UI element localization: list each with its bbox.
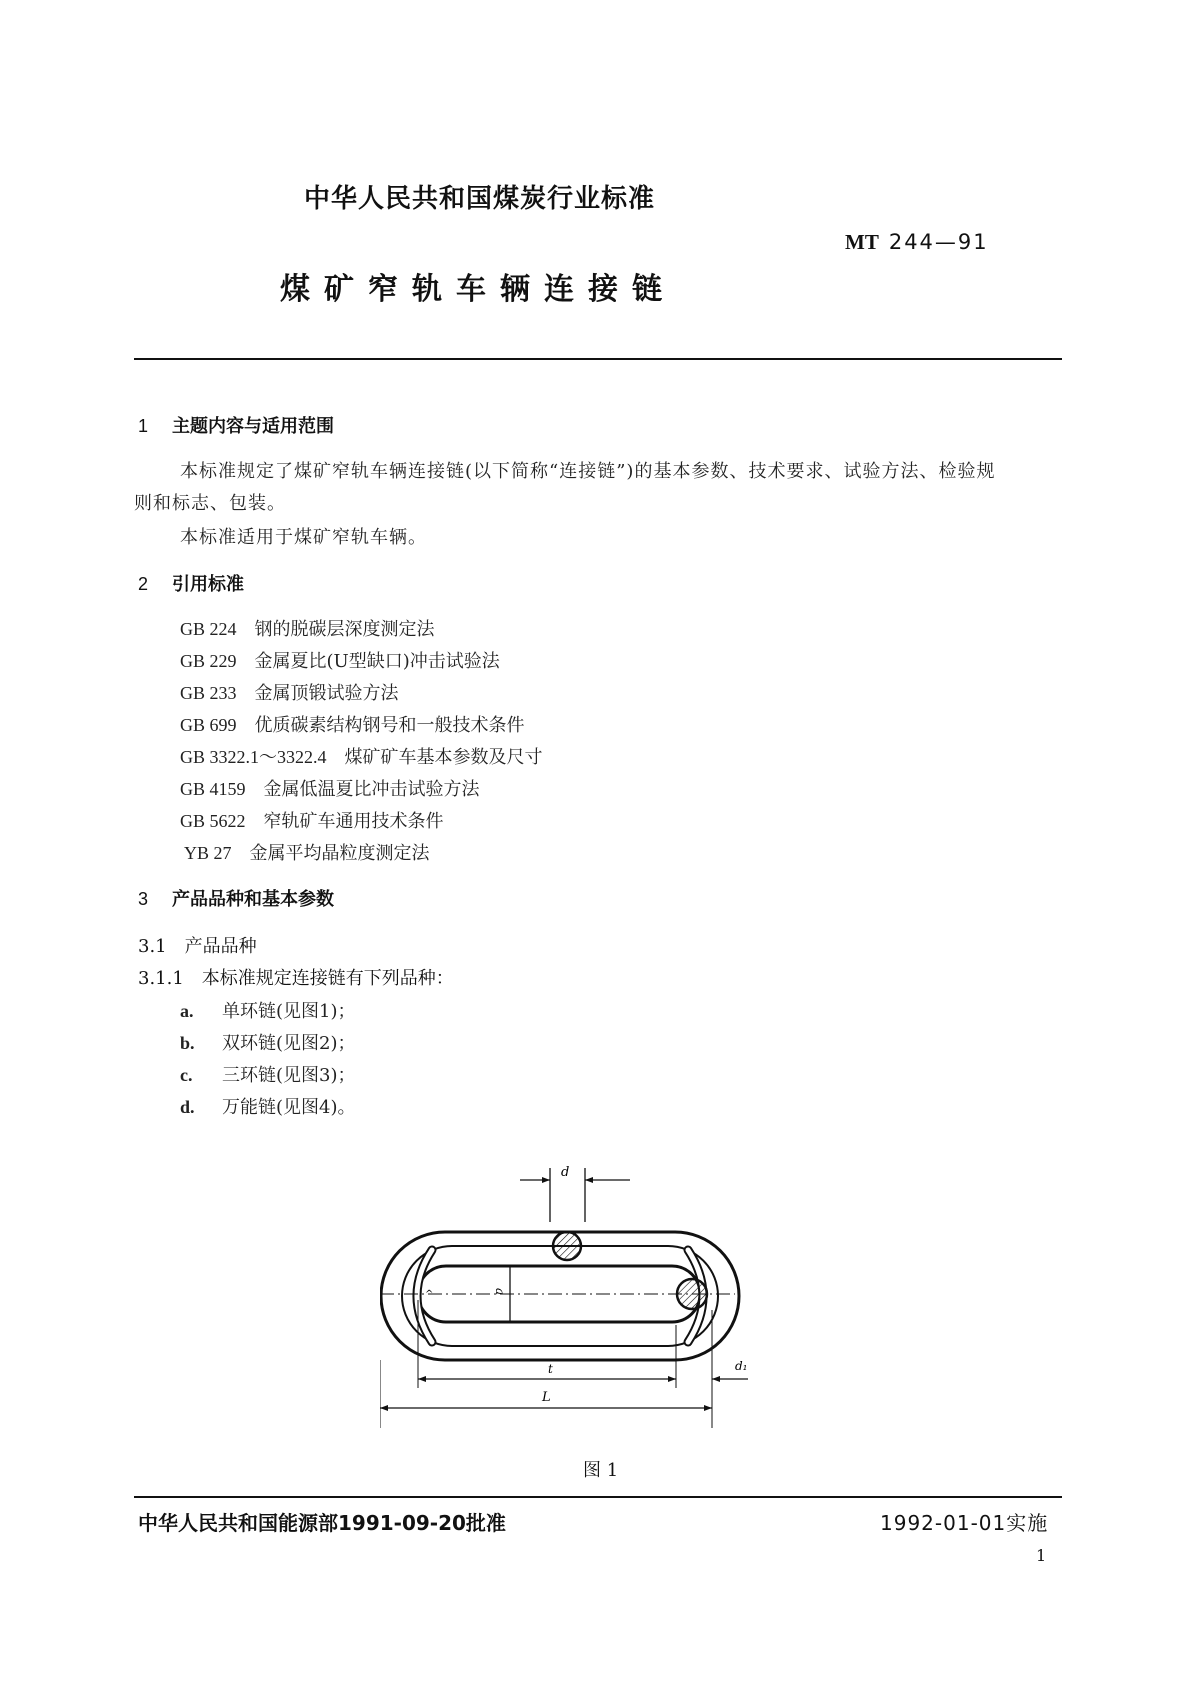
reference-item (180, 775, 480, 801)
reference-item (180, 615, 435, 641)
effective-date: 1992-01-01实施 (880, 1511, 1049, 1535)
list-item (180, 1029, 356, 1055)
section-3-number: 3 (138, 889, 149, 909)
list-item-text: 万能链(见图4)。 (222, 1097, 356, 1118)
page-number: 1 (1036, 1546, 1047, 1565)
list-item-label: d. (180, 1097, 195, 1117)
reference-code: GB 5622 (180, 811, 246, 831)
issuer-title: 中华人民共和国煤炭行业标准 (304, 184, 656, 214)
reference-item (180, 807, 444, 833)
reference-item (180, 647, 500, 673)
standard-code: 244—91 (888, 230, 989, 254)
dimension-d (520, 1165, 630, 1222)
footer-divider (134, 1496, 1062, 1498)
label-a: a (493, 1288, 507, 1296)
reference-code: GB 229 (180, 651, 237, 671)
section-1-paragraph-1-cont: 则和标志、包装。 (134, 493, 286, 514)
figure-caption: 图 1 (583, 1460, 619, 1481)
reference-code: GB 224 (180, 619, 237, 639)
list-item-text: 双环链(见图2)； (222, 1033, 356, 1054)
section-1-title: 主题内容与适用范围 (172, 416, 334, 437)
label-L: L (542, 1390, 551, 1405)
reference-name: 窄轨矿车通用技术条件 (263, 811, 444, 832)
reference-name: 钢的脱碳层深度测定法 (254, 619, 435, 640)
list-item-text: 单环链(见图1)； (222, 1001, 356, 1022)
label-t: t (548, 1362, 553, 1376)
radius-mark: ^ (425, 1289, 434, 1300)
list-item (180, 1093, 356, 1119)
section-1-paragraph-2: 本标准适用于煤矿窄轨车辆。 (180, 527, 427, 548)
section-3-heading (138, 885, 334, 911)
reference-code: GB 3322.1～3322.4 (180, 747, 327, 767)
reference-code: GB 699 (180, 715, 237, 735)
list-item-label: b. (180, 1033, 195, 1053)
subsection-3-1: 3.1 产品品种 (138, 936, 257, 957)
section-2-heading (138, 570, 244, 596)
reference-code: GB 4159 (180, 779, 246, 799)
reference-item (184, 839, 430, 865)
reference-item (180, 711, 525, 737)
section-circle-top (553, 1232, 581, 1260)
section-1-heading (138, 412, 334, 438)
section-2-title: 引用标准 (172, 574, 244, 595)
section-3-title: 产品品种和基本参数 (172, 889, 334, 910)
reference-name: 优质碳素结构钢号和一般技术条件 (254, 715, 525, 736)
list-item-label: a. (180, 1001, 194, 1021)
figure-1-chain-link-drawing (380, 1160, 800, 1442)
reference-name: 金属平均晶粒度测定法 (249, 843, 430, 864)
reference-name: 金属低温夏比冲击试验方法 (263, 779, 480, 800)
standard-prefix: MT (845, 230, 879, 254)
standard-number (845, 230, 989, 255)
list-item (180, 1061, 356, 1087)
reference-code: GB 233 (180, 683, 237, 703)
approval-statement: 中华人民共和国能源部1991-09-20批准 (138, 1511, 506, 1535)
reference-name: 煤矿矿车基本参数及尺寸 (344, 747, 543, 768)
list-item (180, 997, 356, 1023)
section-1-number: 1 (138, 416, 149, 436)
reference-item (180, 743, 543, 769)
subsection-3-1-1: 3.1.1 本标准规定连接链有下列品种： (138, 968, 454, 989)
label-d: d (561, 1165, 570, 1180)
link-second-outline (402, 1246, 718, 1346)
list-item-label: c. (180, 1065, 193, 1085)
dimension-d1-arrowhead (712, 1376, 720, 1382)
document-title: 煤矿窄轨车辆连接链 (280, 272, 676, 307)
label-d1: d₁ (735, 1359, 748, 1373)
section-2-number: 2 (138, 574, 149, 594)
reference-item (180, 679, 399, 705)
reference-name: 金属顶锻试验方法 (254, 683, 399, 704)
reference-name: 金属夏比(U型缺口)冲击试验法 (254, 651, 500, 672)
reference-code: YB 27 (184, 843, 232, 863)
header-divider (134, 358, 1062, 360)
list-item-text: 三环链(见图3)； (222, 1065, 356, 1086)
section-1-paragraph-1: 本标准规定了煤矿窄轨车辆连接链(以下简称“连接链”)的基本参数、技术要求、试验方法、检验规 (180, 461, 996, 482)
